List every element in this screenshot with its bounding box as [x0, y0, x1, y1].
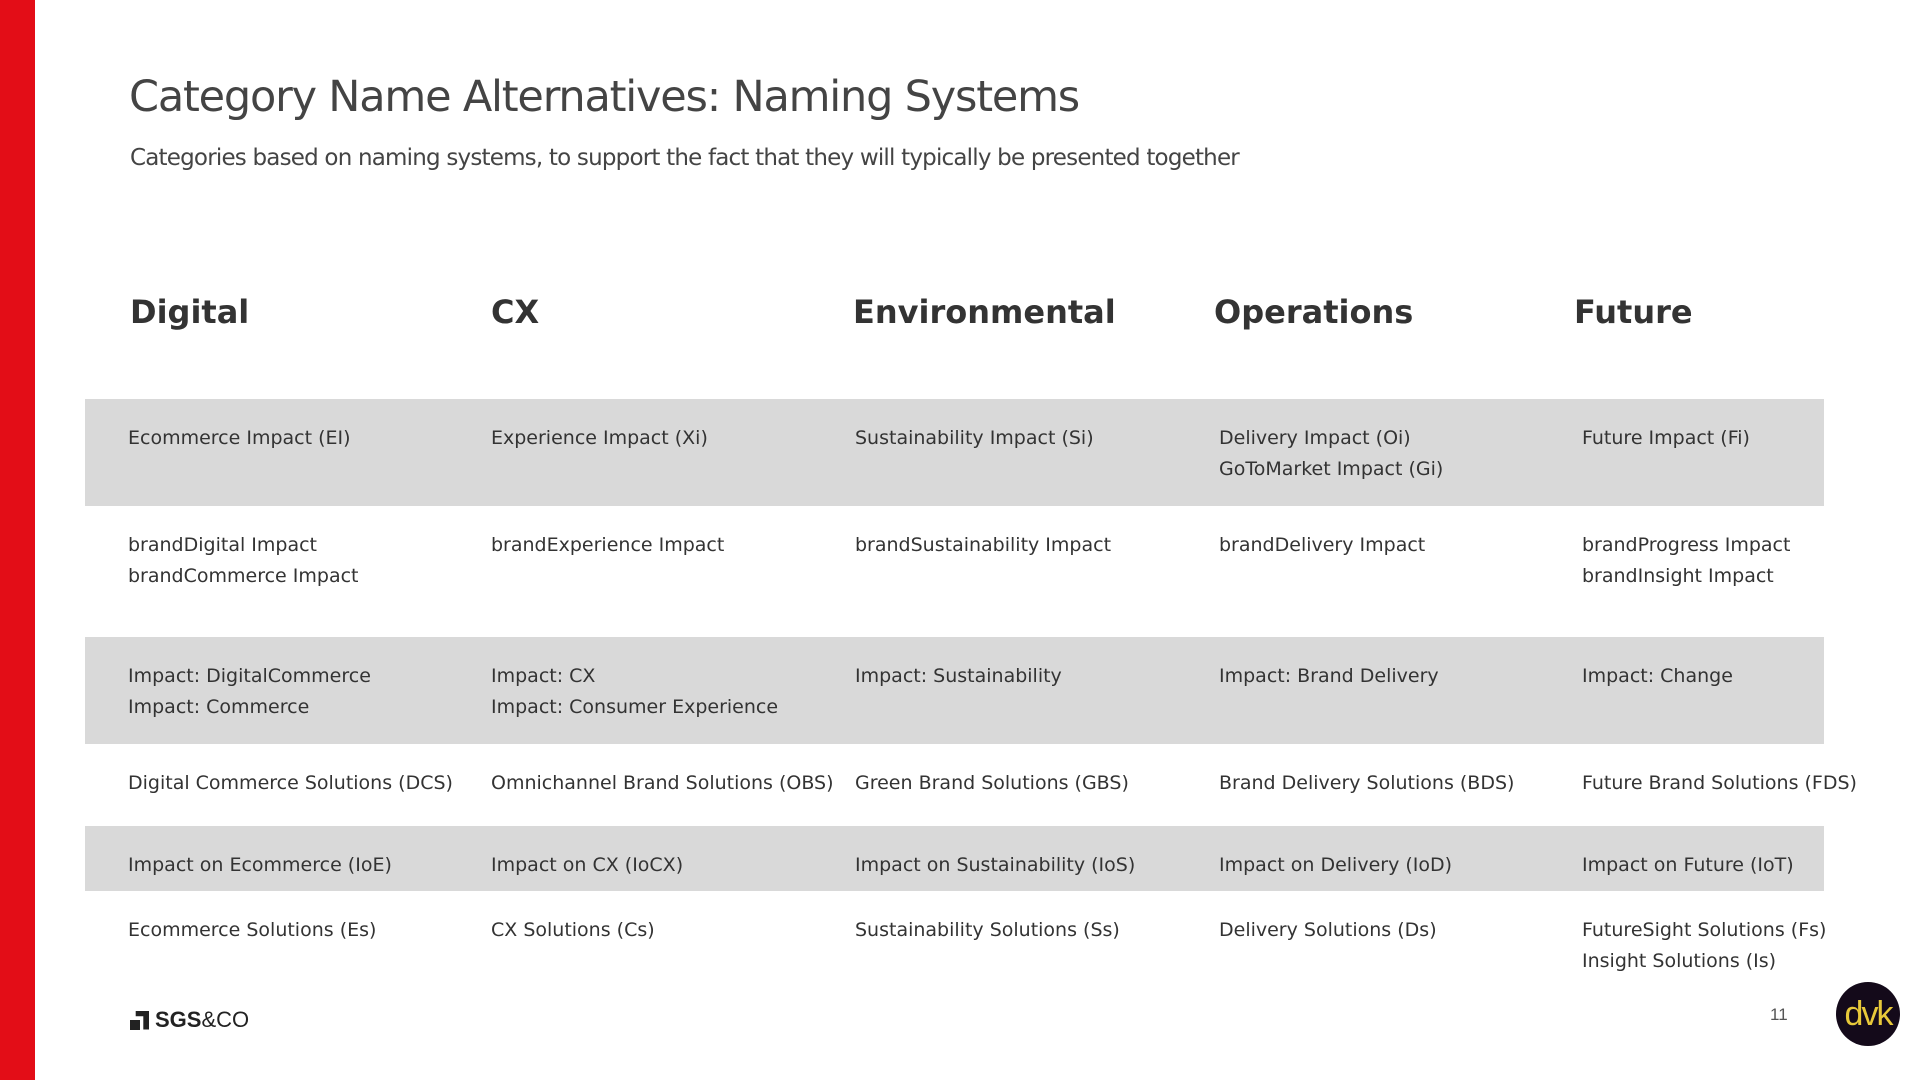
cell-line: Impact: Change: [1582, 665, 1733, 687]
cell-line: brandProgress Impact: [1582, 534, 1791, 556]
table-cell: [1582, 661, 1733, 692]
cell-line: Ecommerce Impact (EI): [128, 427, 351, 449]
cell-line: Delivery Solutions (Ds): [1219, 919, 1437, 941]
column-header-environmental: Environmental: [853, 293, 1116, 331]
table-cell: [1219, 768, 1514, 799]
logo-text-rest: &CO: [201, 1007, 250, 1032]
table-cell: [1219, 661, 1439, 692]
cell-line: brandDelivery Impact: [1219, 534, 1426, 556]
cell-line: Impact: Consumer Experience: [491, 696, 779, 718]
cell-line: Future Brand Solutions (FDS): [1582, 772, 1857, 794]
page-title: Category Name Alternatives: Naming Systems: [129, 72, 1080, 122]
table-cell: [855, 850, 1135, 881]
table-cell: [491, 768, 834, 799]
cell-line: Digital Commerce Solutions (DCS): [128, 772, 453, 794]
table-cell: [1219, 850, 1452, 881]
table-cell: [128, 661, 371, 723]
cell-line: Green Brand Solutions (GBS): [855, 772, 1129, 794]
table-cell: [491, 915, 655, 946]
table-cell: [1219, 530, 1425, 561]
table-cell: [491, 423, 708, 454]
table-cell: [128, 423, 351, 454]
table-cell: [128, 768, 453, 799]
cell-line: Impact: Commerce: [128, 696, 310, 718]
cell-line: Sustainability Solutions (Ss): [855, 919, 1120, 941]
table-cell: [1582, 423, 1750, 454]
cell-line: Insight Solutions (Is): [1582, 950, 1777, 972]
table-cell: [1582, 530, 1790, 592]
table-cell: [855, 530, 1111, 561]
cell-line: Impact on Ecommerce (IoE): [128, 854, 392, 876]
column-header-future: Future: [1574, 293, 1693, 331]
column-header-operations: Operations: [1214, 293, 1414, 331]
cell-line: Ecommerce Solutions (Es): [128, 919, 377, 941]
table-cell: [855, 423, 1094, 454]
table-cell: [855, 661, 1062, 692]
cell-line: GoToMarket Impact (Gi): [1219, 458, 1444, 480]
cell-line: FutureSight Solutions (Fs): [1582, 919, 1827, 941]
cell-line: Impact: CX: [491, 665, 596, 687]
column-header-digital: Digital: [130, 293, 250, 331]
table-cell: [1582, 915, 1826, 977]
page-subtitle: Categories based on naming systems, to support the fact that they will typically be presented together: [130, 145, 1239, 171]
table-cell: [491, 850, 683, 881]
sgs-logo: [130, 1007, 249, 1033]
logo-text-bold: SGS: [155, 1007, 202, 1032]
cell-line: Sustainability Impact (Si): [855, 427, 1094, 449]
cell-line: Impact on Delivery (IoD): [1219, 854, 1453, 876]
accent-bar: [0, 0, 35, 1080]
cell-line: CX Solutions (Cs): [491, 919, 655, 941]
sgs-logo-mark-icon: [130, 1011, 149, 1030]
page-number: 11: [1770, 1005, 1788, 1024]
cell-line: brandCommerce Impact: [128, 565, 359, 587]
cell-line: brandDigital Impact: [128, 534, 317, 556]
table-cell: [1219, 915, 1437, 946]
table-cell: [491, 661, 778, 723]
table-cell: [128, 850, 392, 881]
column-header-cx: CX: [491, 293, 540, 331]
cell-line: brandExperience Impact: [491, 534, 725, 556]
table-cell: [855, 768, 1129, 799]
table-cell: [1582, 850, 1794, 881]
cell-line: Delivery Impact (Oi): [1219, 427, 1411, 449]
dvk-badge: dvk: [1836, 982, 1900, 1046]
cell-line: Impact on CX (IoCX): [491, 854, 684, 876]
table-cell: [128, 915, 376, 946]
cell-line: Omnichannel Brand Solutions (OBS): [491, 772, 834, 794]
cell-line: Future Impact (Fi): [1582, 427, 1750, 449]
cell-line: Impact: Brand Delivery: [1219, 665, 1439, 687]
cell-line: Impact: Sustainability: [855, 665, 1062, 687]
cell-line: Experience Impact (Xi): [491, 427, 708, 449]
cell-line: Impact on Future (IoT): [1582, 854, 1794, 876]
cell-line: Impact: DigitalCommerce: [128, 665, 371, 687]
table-cell: [1582, 768, 1857, 799]
table-cell: [1219, 423, 1443, 485]
cell-line: Brand Delivery Solutions (BDS): [1219, 772, 1515, 794]
cell-line: brandSustainability Impact: [855, 534, 1112, 556]
table-cell: [855, 915, 1120, 946]
cell-line: brandInsight Impact: [1582, 565, 1774, 587]
table-cell: [128, 530, 359, 592]
table-cell: [491, 530, 724, 561]
cell-line: Impact on Sustainability (IoS): [855, 854, 1136, 876]
